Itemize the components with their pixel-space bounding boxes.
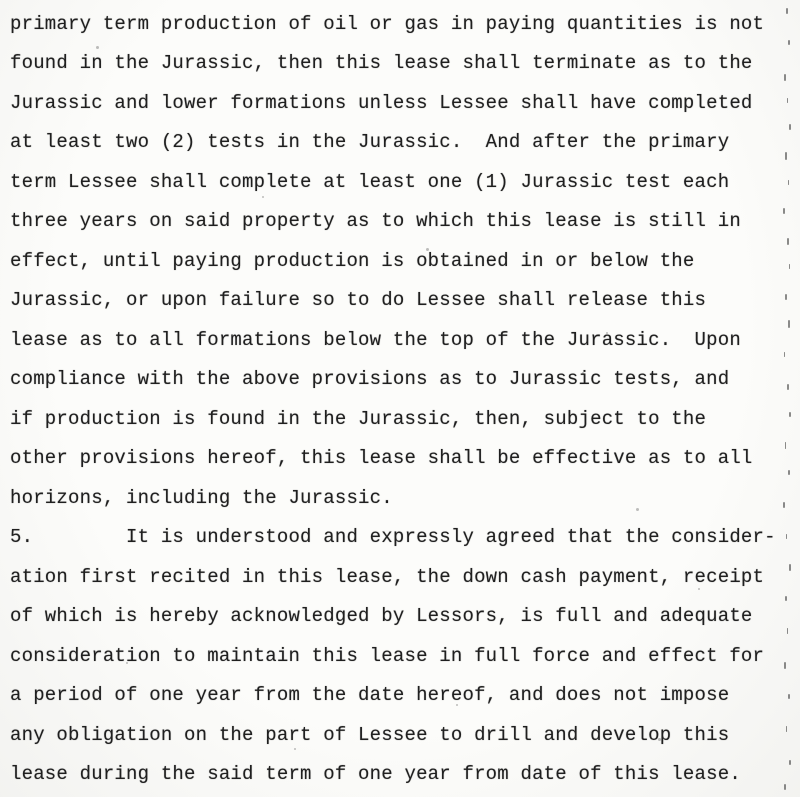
scan-speck (787, 628, 788, 634)
document-line: any obligation on the part of Lessee to drill and develop this (10, 723, 730, 746)
scan-speck (785, 596, 787, 601)
document-line: lease during the said term of one year from date of this lease. (10, 763, 741, 786)
scan-speck (786, 8, 788, 14)
document-line: consideration to maintain this lease in full force and effect for (10, 644, 765, 667)
scan-speck (787, 238, 789, 245)
document-line: horizons, including the Jurassic. (10, 486, 393, 509)
scan-speck (785, 152, 787, 160)
scan-speck (788, 40, 790, 45)
scan-dot (636, 508, 639, 511)
scan-dot (126, 662, 128, 664)
scan-speck (786, 534, 787, 539)
document-line: other provisions hereof, this lease shall be effective as to all (10, 447, 753, 470)
scan-speck (788, 320, 790, 328)
scan-dot (698, 588, 700, 590)
scan-dot (582, 372, 584, 374)
scan-dot (606, 332, 608, 334)
scan-speck (789, 564, 791, 571)
document-line: ation first recited in this lease, the down cash payment, receipt (10, 565, 765, 588)
scan-speck (789, 412, 791, 417)
document-line: term Lessee shall complete at least one (1) Jurassic test each (10, 170, 730, 193)
scan-dot (132, 142, 134, 144)
document-line: of which is hereby acknowledged by Lessors, is full and adequate (10, 605, 753, 628)
document-line: effect, until paying production is obtained in or below the (10, 249, 695, 272)
scan-speck (787, 98, 788, 103)
document-line: primary term production of oil or gas in paying quantities is not (10, 12, 765, 35)
scan-dot (294, 748, 296, 750)
scan-speck (788, 470, 790, 475)
scan-speck (787, 384, 789, 390)
document-line: compliance with the above provisions as to Jurassic tests, and (10, 368, 730, 391)
scan-speck (789, 264, 790, 269)
document-line: a period of one year from the date hereof, and does not impose (10, 684, 730, 707)
scan-dot (96, 46, 99, 49)
scan-speck (785, 442, 786, 449)
document-line: Jurassic, or upon failure so to do Lessee shall release this (10, 289, 707, 312)
scan-speck (788, 694, 790, 699)
scan-dot (426, 248, 429, 251)
scan-speck (789, 760, 791, 765)
document-line: found in the Jurassic, then this lease shall terminate as to the (10, 52, 753, 75)
document-line: Jurassic and lower formations unless Lessee shall have completed (10, 91, 753, 114)
scan-speck (784, 784, 786, 790)
scan-speck (788, 180, 789, 185)
scan-speck (784, 352, 785, 357)
scan-speck (784, 662, 786, 669)
scan-speck (783, 208, 785, 214)
scan-dot (262, 196, 264, 198)
scan-speck (783, 502, 785, 508)
document-line-paragraph-5-start: 5. It is understood and expressly agreed that the consider- (10, 526, 776, 549)
document-line: lease as to all formations below the top of the Jurassic. Upon (10, 328, 741, 351)
scan-speck (785, 294, 787, 300)
scan-dot (456, 704, 458, 706)
document-line: three years on said property as to which this lease is still in (10, 210, 741, 233)
scan-dot (658, 738, 661, 741)
document-text-block (10, 4, 800, 794)
scan-speck (784, 74, 786, 81)
document-line: at least two (2) tests in the Jurassic. And after the primary (10, 131, 730, 154)
document-line: if production is found in the Jurassic, then, subject to the (10, 407, 707, 430)
scan-speck (786, 726, 787, 732)
scan-speck (789, 124, 791, 130)
